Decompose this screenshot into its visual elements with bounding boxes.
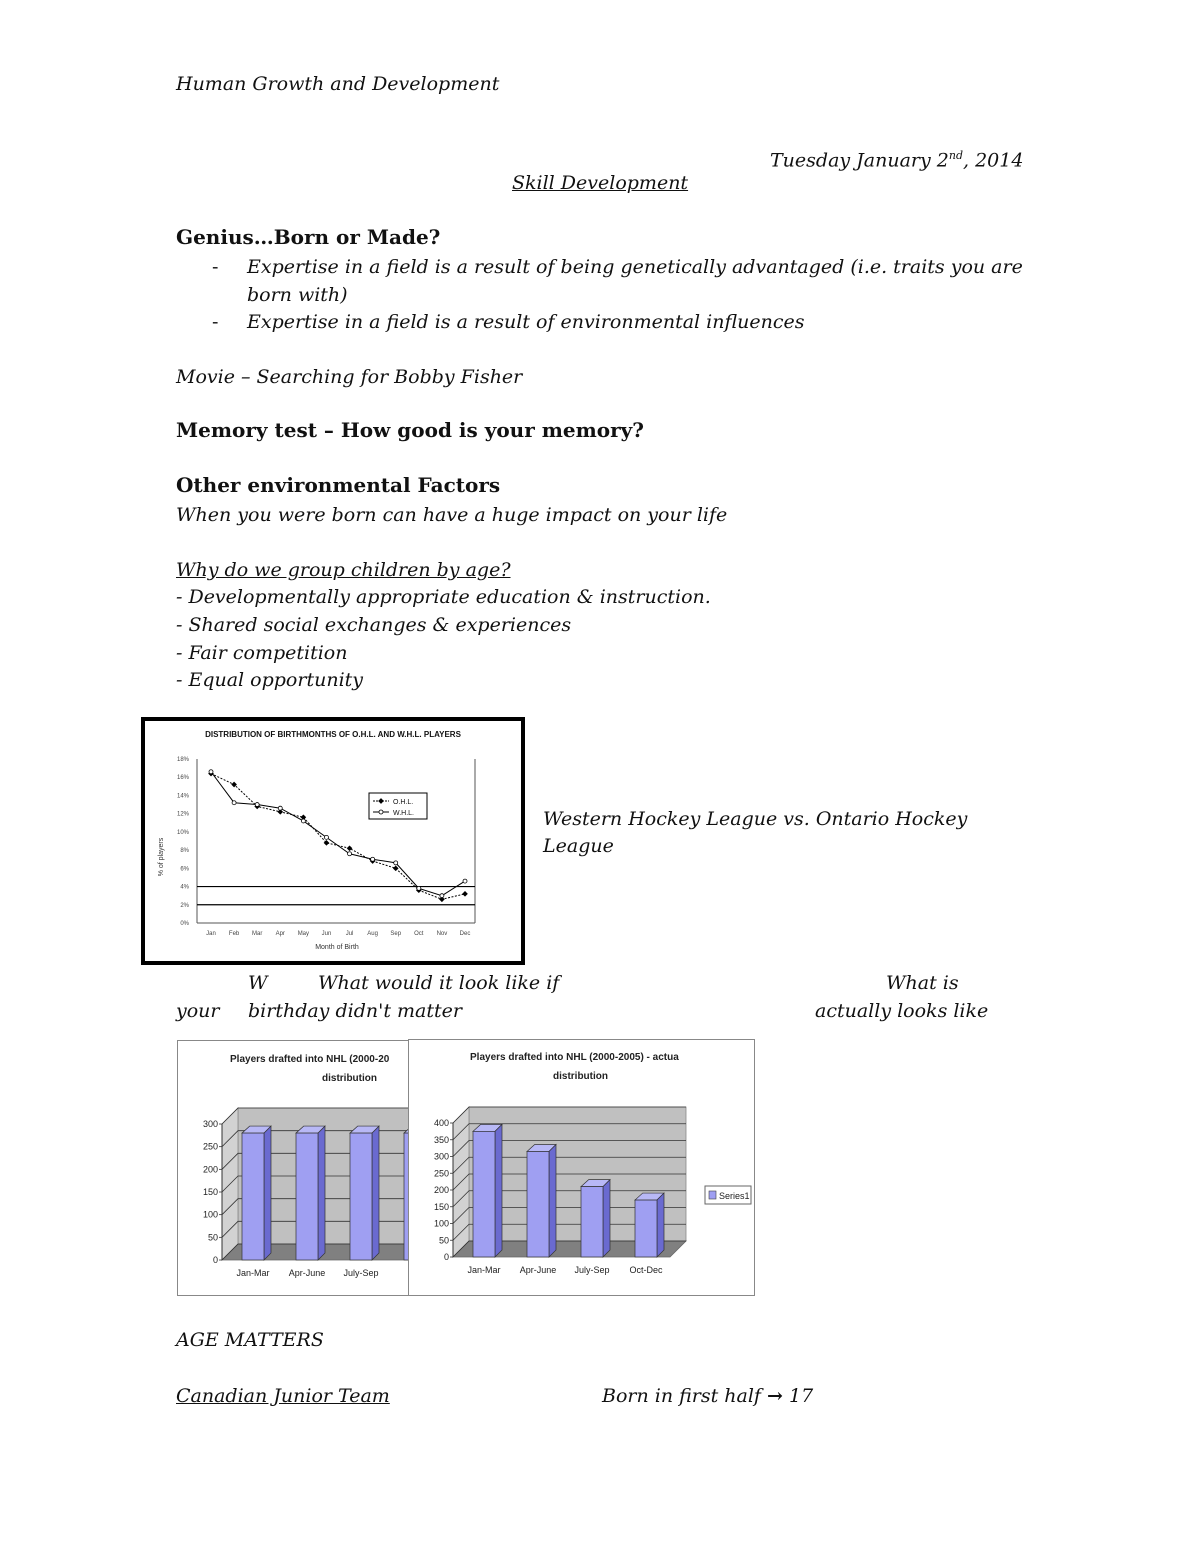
line-point-whl <box>394 861 398 865</box>
legend-whl-marker <box>379 810 383 814</box>
actual-bar-chart <box>408 1039 755 1296</box>
line-chart-ytick-label: 16% <box>176 775 189 782</box>
course-header: Human Growth and Development <box>176 73 500 95</box>
page-title: Skill Development <box>512 172 689 194</box>
line-chart-ytick-label: 0% <box>180 921 189 927</box>
bar <box>296 1133 318 1260</box>
legend-series-swatch <box>709 1191 716 1199</box>
compare-left-your: your <box>176 1000 220 1022</box>
bar <box>242 1133 264 1260</box>
bar-chart-xtick-label: Apr-June <box>288 1268 326 1278</box>
bar-side <box>657 1193 664 1257</box>
bar-chart-ytick-label: 250 <box>433 1168 449 1179</box>
line-chart-xtick-label: Apr <box>275 931 285 937</box>
bar-chart-ytick-label: 300 <box>202 1119 218 1129</box>
bar-chart-2-title: Players drafted into NHL (2000-2005) - actua <box>470 1052 679 1063</box>
date-prefix: Tuesday January 2 <box>770 149 949 172</box>
line-chart-xtick-label: Dec <box>459 931 471 937</box>
bar-chart-ytick-label: 50 <box>207 1232 218 1243</box>
compare-left-line1: What would it look like if <box>318 972 560 994</box>
line-chart-title: DISTRIBUTION OF BIRTHMONTHS OF O.H.L. AND W.H.L. PLAYERS <box>205 730 461 739</box>
line-chart-xtick-label: Feb <box>228 931 240 937</box>
bar-chart-xtick-label: July-Sep <box>343 1268 379 1278</box>
line-point-whl <box>278 806 282 810</box>
bar <box>581 1187 603 1257</box>
bar-chart-ytick-label: 100 <box>202 1209 218 1220</box>
compare-label-w: W <box>248 972 268 994</box>
bar <box>350 1133 372 1260</box>
bar-chart-1-title: Players drafted into NHL (2000-20 <box>230 1054 390 1065</box>
line-chart-xtick-label: Jan <box>206 931 216 937</box>
bar-chart-xtick-label: Apr-June <box>519 1265 557 1275</box>
line-chart-xlabel: Month of Birth <box>315 944 359 951</box>
line-chart-xtick-label: Jun <box>321 931 332 937</box>
other-heading: Other environmental Factors <box>176 473 501 497</box>
line-chart-xtick-label: Jul <box>345 931 354 937</box>
bar-chart-xtick-label: Jan-Mar <box>467 1265 501 1275</box>
age-matters-heading: AGE MATTERS <box>176 1329 324 1351</box>
bar-chart-ytick-label: 350 <box>433 1134 449 1145</box>
line-point-whl <box>440 894 444 898</box>
bar <box>527 1151 549 1257</box>
why-item: - Equal opportunity <box>176 669 364 691</box>
line-chart-ytick-label: 2% <box>180 902 189 909</box>
line-point-whl <box>417 886 421 890</box>
bar <box>473 1131 495 1257</box>
bar-chart-1-svg <box>177 1040 409 1297</box>
why-item: - Fair competition <box>176 642 348 664</box>
bar-chart-ytick-label: 50 <box>438 1235 449 1246</box>
bullet-dash-2: - <box>212 311 219 333</box>
compare-right-line2: actually looks like <box>815 1000 989 1022</box>
line-chart-ytick-label: 18% <box>176 757 189 763</box>
movie-line: Movie – Searching for Bobby Fisher <box>176 366 523 388</box>
bar-side <box>372 1126 379 1260</box>
bar-chart-xtick-label: Oct-Dec <box>629 1265 663 1275</box>
bar-chart-xtick-label: Jan-Mar <box>236 1268 270 1278</box>
line-chart-ytick-label: 14% <box>176 793 189 800</box>
hypothetical-bar-chart <box>177 1040 409 1297</box>
other-text: When you were born can have a huge impact on your life <box>176 504 728 526</box>
bullet-text-1: Expertise in a field is a result of being genetically advantaged (i.e. traits you are <box>247 256 1023 278</box>
league-caption-line2: League <box>543 835 614 857</box>
bar-side <box>495 1124 502 1257</box>
bar-chart-ytick-label: 250 <box>202 1141 218 1152</box>
bar-side <box>603 1180 610 1257</box>
line-chart-xtick-label: Oct <box>414 931 424 937</box>
legend-whl-label: W.H.L. <box>393 810 415 817</box>
line-point-whl <box>463 879 467 883</box>
bar-chart-ytick-label: 300 <box>433 1151 449 1162</box>
line-point-whl <box>255 803 259 807</box>
birthmonth-line-chart <box>141 717 525 965</box>
junior-team-count: 17 <box>788 1385 814 1407</box>
bar-side <box>264 1126 271 1260</box>
bar-chart-1-subtitle: distribution <box>322 1073 377 1084</box>
bar-chart-ytick-label: 0 <box>443 1252 449 1262</box>
junior-team-text: Born in first half <box>602 1385 761 1407</box>
line-point-whl <box>232 801 236 805</box>
bullet-text-1-cont: born with) <box>247 284 348 306</box>
line-chart-xtick-label: Sep <box>390 931 402 937</box>
line-chart-ylabel: % of players <box>158 837 165 877</box>
junior-team-stat <box>602 1382 813 1410</box>
arrow-right-icon: → <box>767 1385 783 1407</box>
bar-side <box>318 1126 325 1260</box>
bar-chart-xtick-label: July-Sep <box>574 1265 610 1275</box>
why-question: Why do we group children by age? <box>176 559 511 581</box>
bar-chart-ytick-label: 200 <box>433 1185 449 1195</box>
date-ordinal: nd <box>948 149 963 162</box>
line-chart-xtick-label: May <box>297 931 310 937</box>
compare-left-line2: birthday didn't matter <box>248 1000 462 1022</box>
bar-chart-ytick-label: 0 <box>212 1255 218 1265</box>
line-chart-legend <box>369 793 427 819</box>
line-point-whl <box>371 857 375 861</box>
bar-chart-ytick-label: 150 <box>202 1187 218 1197</box>
bullet-dash-1: - <box>212 256 219 278</box>
legend-ohl-label: O.H.L. <box>393 799 414 806</box>
line-point-whl <box>209 770 213 774</box>
memory-heading: Memory test – How good is your memory? <box>176 418 644 442</box>
why-item: - Developmentally appropriate education & instruction. <box>176 586 711 608</box>
lesson-date <box>770 142 1023 174</box>
line-point-whl <box>348 852 352 856</box>
line-chart-ytick-label: 4% <box>180 884 189 891</box>
line-chart-svg <box>141 717 525 965</box>
junior-team-label: Canadian Junior Team <box>176 1385 390 1407</box>
line-chart-xtick-label: Aug <box>367 931 378 937</box>
line-chart-ytick-label: 12% <box>176 811 189 818</box>
bar-side <box>549 1144 556 1257</box>
bar-chart-ytick-label: 100 <box>433 1218 449 1229</box>
line-chart-ytick-label: 8% <box>180 848 189 855</box>
genius-heading: Genius…Born or Made? <box>176 225 441 249</box>
bar-chart-ytick-label: 150 <box>433 1201 449 1212</box>
line-point-whl <box>324 835 328 839</box>
bar <box>635 1200 657 1257</box>
bar-chart-2-svg <box>408 1039 755 1296</box>
bar-chart-ytick-label: 200 <box>202 1164 218 1175</box>
line-chart-ytick-label: 10% <box>176 829 189 836</box>
bar-chart-2-legend <box>705 1186 751 1204</box>
why-item: - Shared social exchanges & experiences <box>176 614 572 636</box>
line-chart-xtick-label: Mar <box>252 931 263 937</box>
compare-right-line1: What is <box>886 972 959 994</box>
bar-chart-ytick-label: 400 <box>433 1118 449 1128</box>
line-chart-frame <box>143 719 523 963</box>
bullet-text-2: Expertise in a field is a result of environmental influences <box>247 311 805 333</box>
date-suffix: , 2014 <box>963 149 1024 172</box>
line-chart-xtick-label: Nov <box>436 931 448 937</box>
line-point-whl <box>301 819 305 823</box>
bar-chart-2-subtitle: distribution <box>553 1071 608 1082</box>
league-caption-line1: Western Hockey League vs. Ontario Hockey <box>543 808 968 830</box>
line-chart-ytick-label: 6% <box>180 866 189 873</box>
legend-series-label: Series1 <box>719 1191 750 1201</box>
